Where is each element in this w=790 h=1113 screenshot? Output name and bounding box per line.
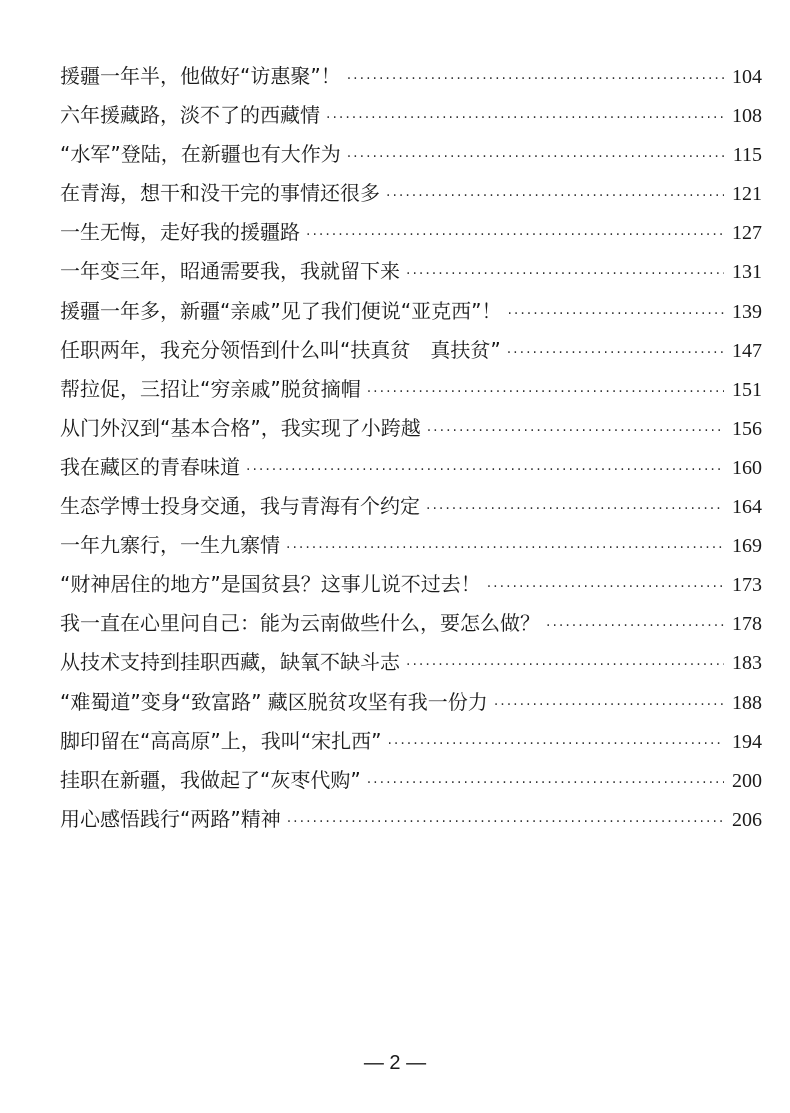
toc-entry[interactable] bbox=[60, 174, 762, 213]
toc-entry-page: 115 bbox=[732, 144, 762, 167]
table-of-contents bbox=[60, 57, 762, 839]
toc-entry-title: 一年变三年，昭通需要我，我就留下来 bbox=[60, 259, 400, 284]
toc-entry[interactable] bbox=[60, 565, 762, 604]
toc-entry[interactable] bbox=[60, 57, 762, 96]
toc-dot-leader bbox=[287, 803, 724, 842]
toc-entry-title: “水军”登陆，在新疆也有大作为 bbox=[60, 142, 341, 167]
toc-entry[interactable] bbox=[60, 761, 762, 800]
toc-entry[interactable] bbox=[60, 800, 762, 839]
toc-entry-title: 我在藏区的青春味道 bbox=[60, 454, 240, 479]
toc-entry-title: 挂职在新疆，我做起了“灰枣代购” bbox=[60, 767, 361, 792]
toc-entry-title: 用心感悟践行“两路”精神 bbox=[60, 806, 281, 831]
toc-entry-page: 200 bbox=[732, 769, 762, 792]
toc-dot-leader bbox=[507, 334, 724, 373]
toc-dot-leader bbox=[306, 216, 724, 255]
toc-entry-page: 160 bbox=[732, 456, 762, 479]
toc-entry-title: 援疆一年半，他做好“访惠聚”！ bbox=[60, 64, 341, 88]
toc-entry-title: 生态学博士投身交通，我与青海有个约定 bbox=[60, 494, 420, 519]
toc-entry[interactable] bbox=[60, 487, 762, 526]
toc-entry-page: 194 bbox=[732, 730, 762, 753]
toc-dot-leader bbox=[386, 177, 724, 216]
toc-entry-title: 一年九寨行，一生九寨情 bbox=[60, 533, 280, 558]
toc-entry-page: 156 bbox=[732, 417, 762, 440]
toc-entry[interactable] bbox=[60, 722, 762, 761]
toc-entry-title: 六年援藏路，淡不了的西藏情 bbox=[60, 103, 320, 128]
toc-dot-leader bbox=[494, 686, 724, 725]
toc-dot-leader bbox=[406, 255, 724, 294]
toc-entry-title: 任职两年，我充分领悟到什么叫“扶真贫 真扶贫” bbox=[60, 337, 501, 362]
toc-entry[interactable] bbox=[60, 96, 762, 135]
toc-entry[interactable] bbox=[60, 409, 762, 448]
toc-entry-page: 108 bbox=[732, 105, 762, 128]
toc-entry-page: 173 bbox=[732, 574, 762, 597]
page-number: — 2 — bbox=[363, 1052, 427, 1074]
toc-entry-title: 在青海，想干和没干完的事情还很多 bbox=[60, 181, 380, 206]
toc-dot-leader bbox=[546, 607, 724, 646]
toc-entry-page: 178 bbox=[732, 613, 762, 636]
toc-entry-page: 151 bbox=[732, 378, 762, 401]
toc-entry-page: 139 bbox=[732, 300, 762, 323]
toc-entry-page: 183 bbox=[732, 652, 762, 675]
toc-dot-leader bbox=[507, 295, 724, 334]
toc-entry-page: 121 bbox=[732, 183, 762, 206]
toc-entry[interactable] bbox=[60, 135, 762, 174]
toc-dot-leader bbox=[426, 490, 724, 529]
toc-entry-title: 一生无悔，走好我的援疆路 bbox=[60, 220, 300, 245]
toc-entry-title: 从技术支持到挂职西藏，缺氧不缺斗志 bbox=[60, 650, 400, 675]
toc-dot-leader bbox=[367, 764, 724, 803]
toc-dot-leader bbox=[347, 138, 724, 177]
toc-entry[interactable] bbox=[60, 331, 762, 370]
toc-entry[interactable] bbox=[60, 604, 762, 643]
toc-dot-leader bbox=[387, 725, 724, 764]
toc-dot-leader bbox=[406, 646, 724, 685]
toc-entry-page: 206 bbox=[732, 808, 762, 831]
toc-entry[interactable] bbox=[60, 252, 762, 291]
toc-dot-leader bbox=[286, 529, 724, 568]
toc-entry-title: “财神居住的地方”是国贫县？这事儿说不过去！ bbox=[60, 572, 481, 597]
toc-dot-leader bbox=[487, 568, 724, 607]
toc-dot-leader bbox=[367, 373, 724, 412]
toc-entry-title: 帮拉促，三招让“穷亲戚”脱贫摘帽 bbox=[60, 376, 361, 401]
toc-entry-page: 164 bbox=[732, 496, 762, 519]
toc-entry[interactable] bbox=[60, 292, 762, 331]
toc-entry-title: “难蜀道”变身“致富路” 藏区脱贫攻坚有我一份力 bbox=[60, 689, 488, 714]
toc-entry-title: 我一直在心里问自己：能为云南做些什么，要怎么做？ bbox=[60, 611, 540, 636]
toc-entry-page: 169 bbox=[732, 535, 762, 558]
toc-dot-leader bbox=[246, 451, 724, 490]
toc-dot-leader bbox=[427, 412, 724, 451]
toc-entry[interactable] bbox=[60, 448, 762, 487]
toc-entry[interactable] bbox=[60, 643, 762, 682]
toc-entry-title: 脚印留在“高高原”上，我叫“宋扎西” bbox=[60, 728, 382, 753]
toc-entry-page: 104 bbox=[732, 66, 762, 88]
toc-entry-title: 援疆一年多，新疆“亲戚”见了我们便说“亚克西”！ bbox=[60, 298, 502, 323]
toc-entry[interactable] bbox=[60, 370, 762, 409]
toc-entry[interactable] bbox=[60, 526, 762, 565]
toc-entry[interactable] bbox=[60, 213, 762, 252]
toc-dot-leader bbox=[326, 99, 724, 138]
toc-dot-leader bbox=[347, 60, 724, 99]
toc-entry-title: 从门外汉到“基本合格”，我实现了小跨越 bbox=[60, 415, 421, 440]
toc-entry-page: 127 bbox=[732, 222, 762, 245]
toc-entry[interactable] bbox=[60, 683, 762, 722]
toc-entry-page: 131 bbox=[732, 261, 762, 284]
toc-entry-page: 147 bbox=[732, 339, 762, 362]
toc-entry-page: 188 bbox=[732, 691, 762, 714]
